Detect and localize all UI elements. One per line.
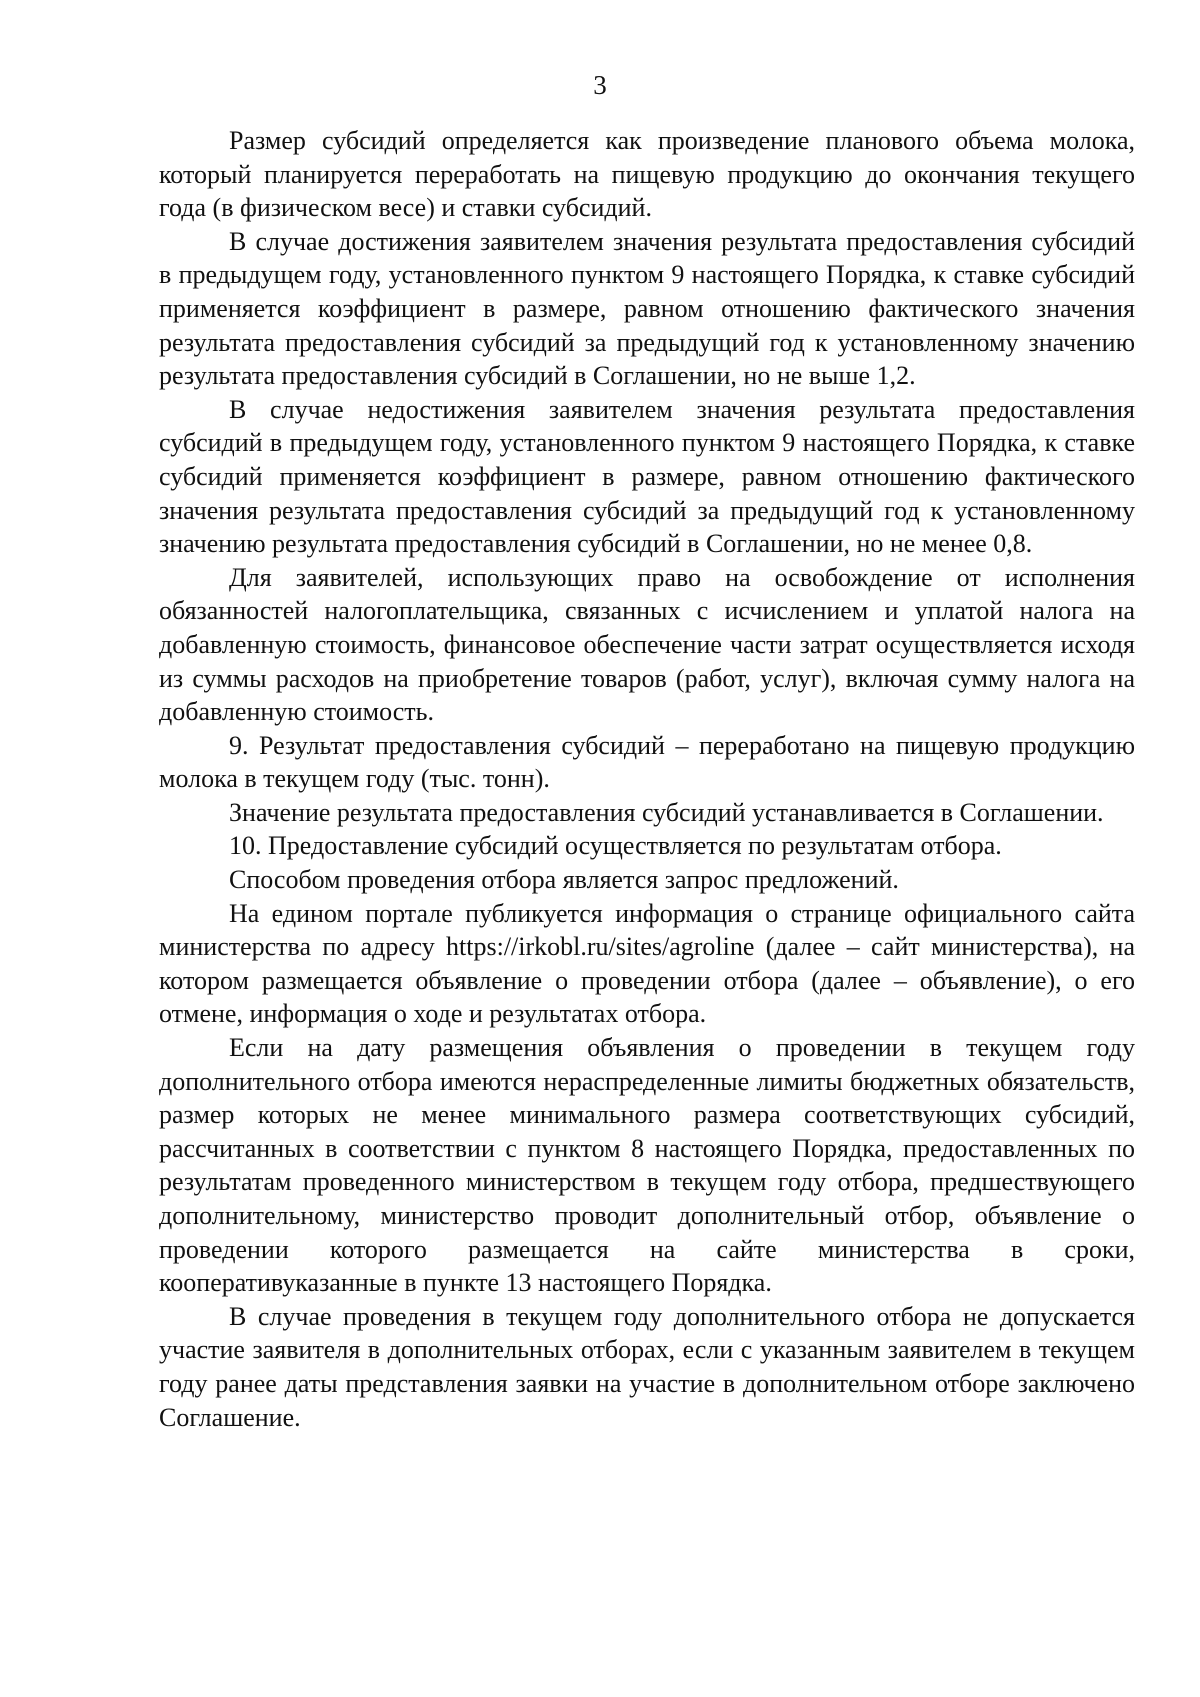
paragraph-clause-9-result: 9. Результат предоставления субсидий – переработано на пищевую продукцию молока в текущем году (тыс. тонн).	[159, 730, 1135, 794]
paragraph-vat-exemption: Для заявителей, использующих право на освобождение от исполнения обязанностей налогоплательщика, связанных с исчислением и уплатой налога на добавленную стоимость, финансовое обеспечение части затрат осуществляется исходя из суммы расходов на приобретение товаров (работ, услуг), включая сумму налога на добавленную стоимость.	[159, 562, 1135, 727]
paragraph-selection-method: Способом проведения отбора является запрос предложений.	[229, 865, 899, 895]
paragraph-additional-selection: Если на дату размещения объявления о проведении в текущем году дополнительного отбора имеются нераспределенные лимиты бюджетных обязательств, размер которых не менее минимального размера соответствующих субсидий, рассчитанных в соответствии с пунктом 8 настоящего Порядка, предоставленных по результатам проведенного министерством в текущем году отбора, предшествующего дополнительному, министерство проводит дополнительный отбор, объявление о проведении которого размещается на сайте министерства в сроки, кооперативуказанные в пункте 13 настоящего Порядка.	[159, 1033, 1135, 1298]
document-body	[159, 124, 1135, 1434]
paragraph-non-achievement-coefficient: В случае недостижения заявителем значения результата предоставления субсидий в предыдущем году, установленного пунктом 9 настоящего Порядка, к ставке субсидий применяется коэффициент в размере, равном отношению фактического значения результата предоставления субсидий за предыдущий год к установленному значению результата предоставления субсидий в Соглашении, но не менее 0,8.	[159, 394, 1135, 559]
paragraph-subsidy-amount: Размер субсидий определяется как произведение планового объема молока, который планируется переработать на пищевую продукцию до окончания текущего года (в физическом весе) и ставки субсидий.	[159, 126, 1135, 223]
paragraph-clause-10-selection: 10. Предоставление субсидий осуществляется по результатам отбора.	[229, 831, 1002, 861]
page-number: 3	[593, 70, 607, 100]
paragraph-achievement-coefficient: В случае достижения заявителем значения результата предоставления субсидий в предыдущем году, установленного пунктом 9 настоящего Порядка, к ставке субсидий применяется коэффициент в размере, равном отношению фактического значения результата предоставления субсидий за предыдущий год к установленному значению результата предоставления субсидий в Соглашении, но не выше 1,2.	[159, 226, 1135, 391]
paragraph-portal-info: На едином портале публикуется информация о странице официального сайта министерства по адресу https://irkobl.ru/sites/agroline (далее – сайт министерства), на котором размещается объявление о проведении отбора (далее – объявление), о его отмене, информация о ходе и результатах отбора.	[159, 898, 1135, 1029]
paragraph-result-value: Значение результата предоставления субсидий устанавливается в Соглашении.	[229, 797, 1104, 827]
paragraph-participation-restriction: В случае проведения в текущем году дополнительного отбора не допускается участие заявителя в дополнительных отборах, если с указанным заявителем в текущем году ранее даты представления заявки на участие в дополнительном отборе заключено Соглашение.	[159, 1301, 1135, 1432]
